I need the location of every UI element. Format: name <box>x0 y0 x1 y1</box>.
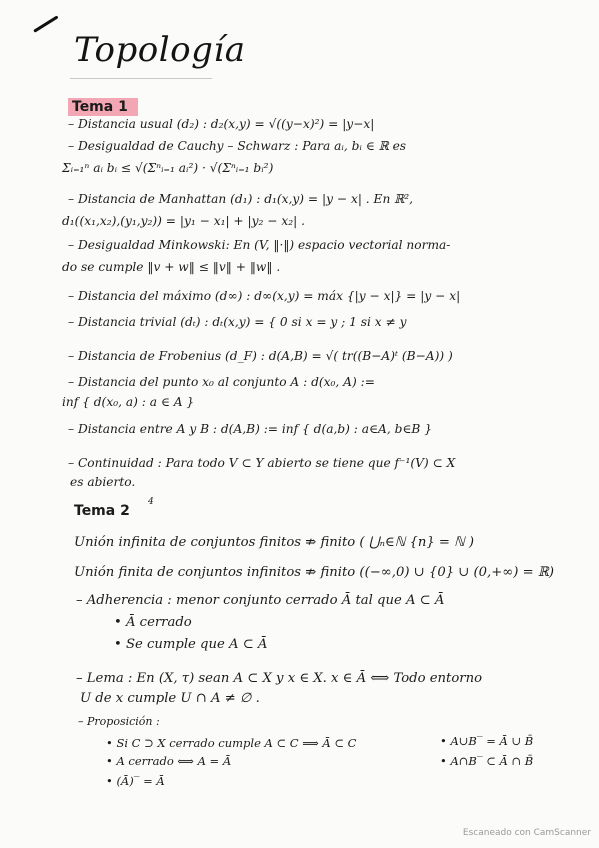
note-line: – Distancia trivial (dₜ) : dₜ(x,y) = { 0 si x = y ; 1 si x ≠ y <box>68 315 407 329</box>
note-line: Unión infinita de conjuntos finitos ⇏ finito ( ⋃ₙ∈ℕ {n} = ℕ ) <box>74 535 475 550</box>
page-marker: 4 <box>148 497 154 507</box>
note-line: Unión finita de conjuntos infinitos ⇏ finito ((−∞,0) ∪ {0} ∪ (0,+∞) = ℝ) <box>74 565 554 580</box>
note-line: es abierto. <box>70 475 136 489</box>
note-line: – Distancia de Manhattan (d₁) : d₁(x,y) = |y − x| . En ℝ², <box>68 192 414 206</box>
note-line: – Lema : En (X, τ) sean A ⊂ X y x ∈ X. x ∈ Ā ⟺ Todo entorno <box>76 671 483 686</box>
note-line: inf { d(x₀, a) : a ∈ A } <box>62 395 195 409</box>
note-line: – Distancia del máximo (d∞) : d∞(x,y) = máx {|y − x|} = |y − x| <box>68 289 461 303</box>
note-line: do se cumple ‖v + w‖ ≤ ‖v‖ + ‖w‖ . <box>62 260 281 274</box>
note-line: • (Ā)‾ = Ā <box>106 774 165 788</box>
note-line: – Distancia de Frobenius (d_F) : d(A,B) = √( tr((B−A)ᵗ (B−A)) ) <box>68 349 453 363</box>
note-line: • A cerrado ⟺ A = Ā <box>106 754 232 768</box>
section-heading-tema2: Tema 2 <box>74 503 130 519</box>
note-line: d₁((x₁,x₂),(y₁,y₂)) = |y₁ − x₁| + |y₂ − x₂| . <box>62 214 305 228</box>
scanner-watermark: Escaneado con CamScanner <box>462 828 591 838</box>
note-line: • Se cumple que A ⊂ Ā <box>114 637 268 652</box>
page-title: Topología <box>74 30 246 70</box>
title-divider <box>70 78 212 79</box>
note-line: • Si C ⊃ X cerrado cumple A ⊂ C ⟹ Ā ⊂ C <box>106 736 357 750</box>
note-line-right: • A∪B‾ = Ā ∪ B̄ <box>440 734 534 748</box>
note-line: – Distancia usual (d₂) : d₂(x,y) = √((y−x)²) = |y−x| <box>68 117 375 131</box>
note-line-right: • A∩B‾ ⊂ Ā ∩ B̄ <box>440 754 534 768</box>
note-line: – Proposición : <box>78 715 160 728</box>
section-heading-tema1: Tema 1 <box>68 98 138 116</box>
note-line: Σᵢ₌₁ⁿ aᵢ bᵢ ≤ √(Σⁿᵢ₌₁ aᵢ²) · √(Σⁿᵢ₌₁ bᵢ²) <box>62 161 274 175</box>
pen-stroke-mark <box>33 15 58 32</box>
note-line: – Distancia entre A y B : d(A,B) := inf { d(a,b) : a∈A, b∈B } <box>68 422 433 436</box>
note-line: – Desigualdad de Cauchy – Schwarz : Para aᵢ, bᵢ ∈ ℝ es <box>68 139 407 153</box>
note-line: • Ā cerrado <box>114 615 192 630</box>
note-line: – Continuidad : Para todo V ⊂ Y abierto se tiene que f⁻¹(V) ⊂ X <box>68 456 456 470</box>
note-line: U de x cumple U ∩ A ≠ ∅ . <box>80 691 260 706</box>
note-line: – Desigualdad Minkowski: En (V, ‖·‖) espacio vectorial norma- <box>68 238 451 252</box>
note-line: – Distancia del punto x₀ al conjunto A : d(x₀, A) := <box>68 375 375 389</box>
note-line: – Adherencia : menor conjunto cerrado Ā tal que A ⊂ Ā <box>76 593 445 608</box>
